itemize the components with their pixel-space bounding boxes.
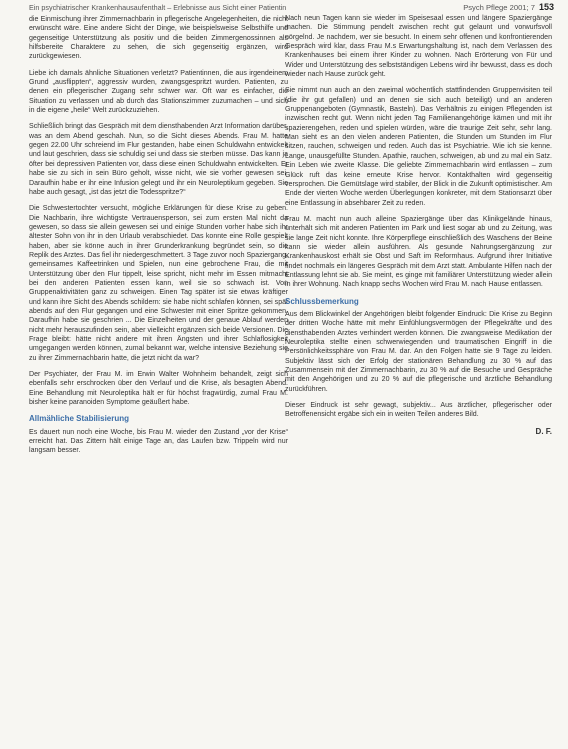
paragraph: Liebe ich damals ähnliche Situationen verletzt? Patientinnen, die aus irgendeinem Grund „ausflippten“, aggressiv wurden, zwangsgespritzt wurden. Patienten, zu denen ein pflegerischer Zugang sehr schwer war. Oft war es einfacher, die Situation zu verlassen und ab durch das Stationszimmer zuzumachen – und sich in die eigene „heile“ Welt zurückzuziehen. — [29, 69, 288, 115]
paragraph: Aus dem Blickwinkel der Angehörigen bleibt folgender Eindruck: Die Krise zu Beginn der dritten Woche hätte mit mehr Einfühlungsvermögen der Pflegekräfte und des diensthabenden Arztes verhindert werden können. Die zwangsweise Medikation der Neuroleptika stellte einen schwerwiegenden und traumatischen Eingriff in die Persönlichkeitssphäre von Frau M. dar. An den Folgen hatte sie 9 Tage zu leiden. Subjektiv lässt sich der Erfolg der stationären Behandlung zu 30 % auf das Zusammensein mit der Zimmernachbarin, zu 30 % auf die Besuche und Gespräche mit den Angehörigen und zu 20 % auf die pflegerische und ärztliche Behandlung zurückführen. — [285, 310, 552, 393]
paragraph: Frau M. macht nun auch alleine Spaziergänge über das Klinikgelände hinaus, unterhält sich mit anderen Patienten im Park und liest sogar ab und zu Zeitung, was sie lange Zeit nicht konnte. Ihre Körperpflege einschließlich des Waschens der Beine kann sie wieder allein ausführen. Als gesunde Nahrungsergänzung zur Krankenhauskost erhält sie Obst und Saft im Reformhaus. Aufgrund ihrer Initiative findet nochmals ein längeres Gespräch mit dem Arzt statt. Ambulante Hilfen nach der Entlassung lehnt sie ab. Sie meint, es ginge mit familiärer Unterstützung wieder allein in ihrer Wohnung. Nach knapp sechs Wochen wird Frau M. nach Hause entlassen. — [285, 215, 552, 289]
paragraph: Dieser Eindruck ist sehr gewagt, subjektiv... Aus ärztlicher, pflegerischer oder Betroffenensicht ergäbe sich ein in weiten Teilen anderes Bild. — [285, 402, 552, 419]
page-number: 153 — [538, 2, 554, 12]
paragraph: Schließlich bringt das Gespräch mit dem diensthabenden Arzt Information darüber, was an dem Abend geschah. Nun, so die Sicht dieses Abends. Frau M. hatte gegen 22.00 Uhr schreiend im Flur gestanden, habe einen Schuldwahn entwickelt und laut geschrien, dass sie schuldig sei und dass sie sterben müsse. Das kann ja öfter bei depressiven Patienten vor, dass diese einen Schuldwahn entwickelten. Er habe sie zu sich in sein Büro geholt, wisse nicht, wie sie vorher gewesen sei. Daraufhin habe er ihr eine Infusion gelegt und ihr ein Neuroleptikum gegeben. Sie habe auch gesagt, „ist das jetzt die Todesspritze?“ — [29, 123, 288, 196]
author-signature: D. F. — [535, 426, 552, 436]
running-header-right — [463, 2, 554, 12]
paragraph: Sie nimmt nun auch an den zweimal wöchentlich stattfindenden Gruppenvisiten teil (die ihr gut gefallen) und an denen sie sich auch beteiligt) und an anderen Gruppenangeboten (Gymnastik, Basteln). Das Verhältnis zu einigen Pflegenden ist inzwischen recht gut. Wenn nicht jeden Tag Familienangehörige kämen und mit ihr spazierengehen, reden und spielen würden, wäre die traurige Zeit sehr, sehr lang. Man sieht es an den vielen anderen Patienten, die Stunden um Stunden im Flur sitzen, rauchen, schweigen und reden. Auch das ist Psychiatrie. Wie ich sie kenne. Lange, unausgefüllte Stunden. Apathie, rauchen, schweigen, ab und zu mal ein Satz. Ein Leben wie zweite Klasse. Die geliebte Zimmernachbarin wird entlassen – zum Glück ruft das keine erneute Krise hervor. Kontakthalten wird gegenseitig versprochen. Die Gemütslage wird stabiler, der Blick in die Zukunft optimistischer. Am Ende der vierten Woche werden Überlegungen konkreter, mit dem Stationsarzt über eine Entlassung in absehbarer Zeit zu reden. — [285, 87, 552, 207]
journal-citation: Psych Pflege 2001; 7 — [463, 3, 535, 12]
paragraph: Es dauert nun noch eine Woche, bis Frau M. wieder den Zustand „vor der Krise“ erreicht hat. Das Zittern hält einige Tage an, das Laufen bzw. Trippeln wird nur langsam besser. — [29, 428, 288, 455]
running-header-left: Ein psychiatrischer Krankenhausaufenthalt – Erlebnisse aus Sicht einer Patientin — [29, 3, 287, 12]
paragraph: Der Psychiater, der Frau M. im Erwin Walter Wohnheim behandelt, zeigt sich ebenfalls sehr erschrocken über den Verlauf und die Krise, als besagten Abend. Eine Behandlung mit Neuroleptika hält er für höchst fragwürdig, zumal Frau M. bisher keine paranoiden Symptome geäußert habe. — [29, 371, 288, 407]
section-heading: Schlussbemerkung — [285, 296, 359, 306]
paragraph: Nach neun Tagen kann sie wieder im Speisesaal essen und längere Spaziergänge machen. Die Stimmung pendelt zwischen recht gut gelaunt und vorwurfsvoll nörgelnd. Je nachdem, wer sie besucht. In einem sehr offenen und konfrontierenden Gespräch wird klar, dass Frau M.s Erwartungshaltung ist, nach dem Verlassen des Krankenhauses bei einem ihrer Kinder zu wohnen. Nach Erörterung von Für und Wider und Unterstützung des selbstständigen Lebens wird ihr bewusst, dass es doch wieder nach Hause zurück geht. — [285, 15, 552, 79]
section-heading: Allmähliche Stabilisierung — [29, 414, 130, 424]
left-column — [29, 15, 288, 463]
paragraph: Die Schwestertochter versucht, mögliche Erklärungen für diese Krise zu geben. Die Nachbarin, ihre wichtigste Vertrauensperson, sei zum ersten Mal nicht da gewesen, so dass sie allein gewesen sei und einige Stunden vorher habe sich ihr ältester Sohn von ihr in den Urlaub verabschiedet. Das konnte eine Rolle gespielt haben, aber sie könne auch in ihrer Grunderkrankung begründet sein, so die Replik des Arztes. Das fiel ihr niedergeschmettert. 3 Tage zuvor noch Spaziergang, gemeinsames Kaffeetrinken und Spielen, nun eine gebrochene Frau, die mit Unterstützung über den Flur tippelt, leise spricht, nicht mehr im Essen mitmacht bei den anderen Patienten essen kann, weil sie so schwach ist. Von Gruppenaktivitäten ganz zu schweigen. Einen Tag später ist sie etwas kräftiger und kann ihre Sicht des Abends schildern: sie habe nicht schlafen können, sei spät abends auf den Flur gegangen und eine Schwester mit einer Spritze gekommen. Daraufhin habe sie geschrien ... Die Einzelheiten und der genaue Ablauf werden nicht mehr herauszufinden sein, aber vielleicht ergänzen sich beide Versionen. Die Frage bleibt: hätte nicht andere mit ihren Ängsten und ihrer Schlaflosigkeit umgegangen werden können, zumal bekannt war, welche intensive Beziehung sie zu ihrer Zimmernachbarin hatte, die jetzt nicht da war? — [29, 205, 288, 362]
paragraph: die Einmischung ihrer Zimmernachbarin in pflegerische Angelegenheiten, die nicht erwünscht wäre. Eine andere Sicht der Dinge, wie beispielsweise Selbsthilfe und gegenseitige Unterstützung als positiv und die beiden Zimmergenossinnen als hilfsbereite Charaktere zu sehen, die sich gegenseitig ergänzen, wird zurückgewiesen. — [29, 16, 288, 61]
right-column — [285, 14, 552, 436]
